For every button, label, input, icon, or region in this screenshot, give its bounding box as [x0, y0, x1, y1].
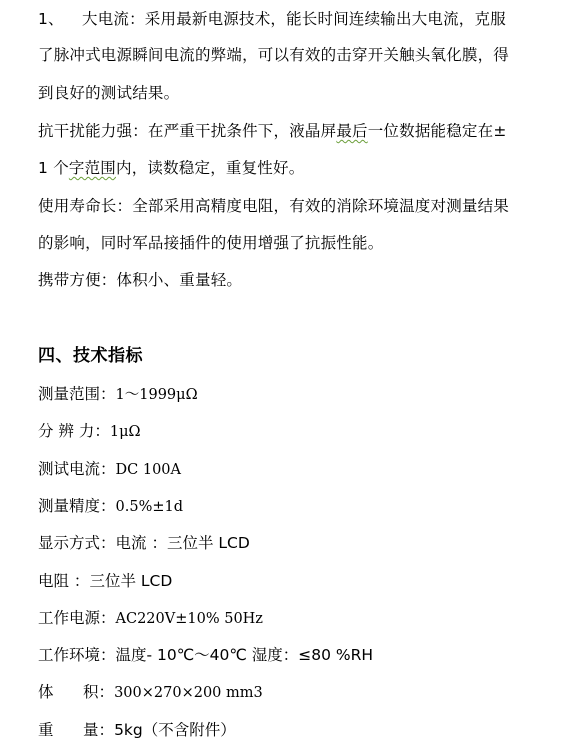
spec-label: 工作环境： — [38, 646, 116, 664]
spec-row-weight — [38, 720, 236, 740]
spec-row-measure-range — [38, 384, 198, 405]
spec-label: 分 辨 力： — [38, 422, 110, 440]
spec-row-resistance-display — [38, 571, 172, 591]
spec-row-power-supply — [38, 608, 263, 629]
spec-row-test-current — [38, 459, 181, 480]
spec-label: 测试电流： — [38, 460, 116, 478]
feature-item-1-number: 1、 — [38, 10, 64, 28]
spec-value: AC220V±10% 50Hz — [115, 611, 263, 627]
section-heading: 四、技术指标 — [38, 346, 143, 366]
spec-row-environment — [38, 645, 373, 665]
feature-item-1-line-1 — [38, 9, 545, 29]
spec-value: 300×270×200 mm3 — [114, 685, 263, 701]
spec-value: 1～1999μΩ — [115, 387, 198, 403]
spellcheck-underlined-text-2: 字范围 — [68, 159, 116, 177]
spec-label: 显示方式： — [38, 534, 116, 552]
spec-value: DC 100A — [115, 462, 181, 478]
feature-item-2-text-b: 一位数据能稳定在± — [367, 122, 507, 140]
feature-item-2-text-c: 1 个 — [38, 159, 69, 177]
feature-item-1-line-2: 了脉冲式电源瞬间电流的弊端，可以有效的击穿开关触头氧化膜，得 — [38, 46, 510, 64]
spec-label: 电阻 ： — [38, 572, 90, 590]
feature-item-4-line-1: 携带方便：体积小、重量轻。 — [38, 271, 243, 289]
feature-item-2-text-d: 内，读数稳定，重复性好。 — [116, 159, 305, 177]
feature-item-1-text: 大电流：采用最新电源技术，能长时间连续输出大电流，克服 — [82, 10, 506, 28]
spec-value: 温度- 10℃～40℃ 湿度：≤80 %RH — [115, 646, 374, 664]
spec-value: 0.5%±1d — [115, 499, 184, 515]
spec-value: 电流 ：三位半 LCD — [115, 534, 250, 552]
spec-label: 测量精度： — [38, 497, 116, 515]
spec-label: 重 量： — [38, 721, 115, 739]
feature-item-2-line-1 — [38, 121, 545, 141]
spec-label: 体 积： — [38, 683, 115, 701]
spec-label: 工作电源： — [38, 609, 116, 627]
spec-label: 测量范围： — [38, 385, 116, 403]
spec-row-resolution — [38, 421, 141, 442]
spec-value: 5kg（不含附件） — [114, 721, 236, 739]
feature-item-2-text-a: 抗干扰能力强：在严重干扰条件下，液晶屏 — [38, 122, 337, 140]
feature-item-2-line-2 — [38, 158, 545, 178]
spec-row-volume — [38, 682, 263, 703]
spec-value: 三位半 LCD — [89, 572, 173, 590]
feature-item-3-line-1: 使用寿命长：全部采用高精度电阻，有效的消除环境温度对测量结果 — [38, 197, 510, 215]
feature-item-3-line-2: 的影响，同时军品接插件的使用增强了抗振性能。 — [38, 234, 384, 252]
spellcheck-underlined-text: 最后 — [336, 122, 368, 140]
spec-value: 1μΩ — [109, 424, 141, 440]
feature-item-1-line-3: 到良好的测试结果。 — [38, 84, 180, 102]
spec-row-display-mode — [38, 533, 250, 553]
spec-row-accuracy — [38, 496, 183, 517]
